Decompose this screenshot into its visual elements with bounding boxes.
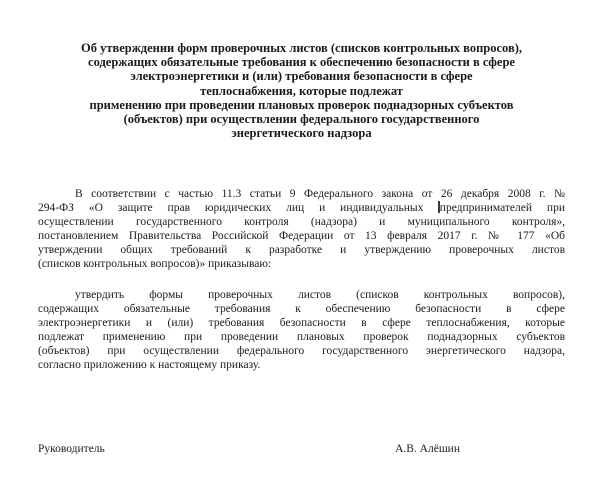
title-line: теплоснабжения, которые подлежат	[200, 83, 403, 98]
paragraph-line: (объектов) при осуществлении федерального государственного энергетического надзора,	[38, 345, 565, 358]
paragraph-line-with-cursor	[38, 201, 565, 215]
text-before-cursor: 294-ФЗ «О защите прав юридических лиц и индивидуальных	[38, 202, 424, 215]
document-title	[38, 41, 565, 140]
paragraph-legal-basis	[38, 187, 565, 271]
paragraph-directive	[38, 288, 565, 372]
title-line: применению при проведении плановых проверок поднадзорных субъектов	[89, 97, 514, 112]
paragraph-line: (списков контрольных вопросов)» приказываю:	[38, 258, 272, 271]
paragraph-line: электроэнергетики и (или) требования безопасности в сфере теплоснабжения, которые	[38, 317, 565, 330]
paragraph-line: согласно приложению к настоящему приказу.	[38, 359, 261, 372]
signature-row	[38, 442, 565, 456]
title-line: содержащих обязательные требования к обеспечению безопасности в сфере	[88, 55, 515, 70]
signature-name: А.В. Алёшин	[395, 443, 460, 456]
paragraph-line: утвердить формы проверочных листов (списков контрольных вопросов),	[75, 289, 565, 302]
signature-position: Руководитель	[38, 443, 105, 456]
paragraph-line: В соответствии с частью 11.3 статьи 9 Федерального закона от 26 декабря 2008 г. №	[75, 188, 565, 201]
title-line: электроэнергетики и (или) требования безопасности в сфере	[130, 69, 473, 84]
paragraph-line: утверждении общих требований к разработке и утверждению проверочных листов	[38, 244, 565, 257]
paragraph-line: содержащих обязательные требования к обеспечению безопасности в сфере	[38, 303, 565, 316]
title-line: (объектов) при осуществлении федерального государственного	[123, 112, 480, 127]
title-line: Об утверждении форм проверочных листов (списков контрольных вопросов),	[80, 41, 523, 55]
text-after-cursor: предпринимателей при	[439, 202, 565, 215]
title-line: энергетического надзора	[231, 126, 372, 141]
paragraph-line: постановлением Правительства Российской Федерации от 13 февраля 2017 г. № 177 «Об	[38, 230, 565, 243]
paragraph-line: осуществлении государственного контроля (надзора) и муниципального контроля»,	[38, 216, 565, 229]
paragraph-line: подлежат применению при проведении плановых проверок поднадзорных субъектов	[38, 331, 565, 344]
